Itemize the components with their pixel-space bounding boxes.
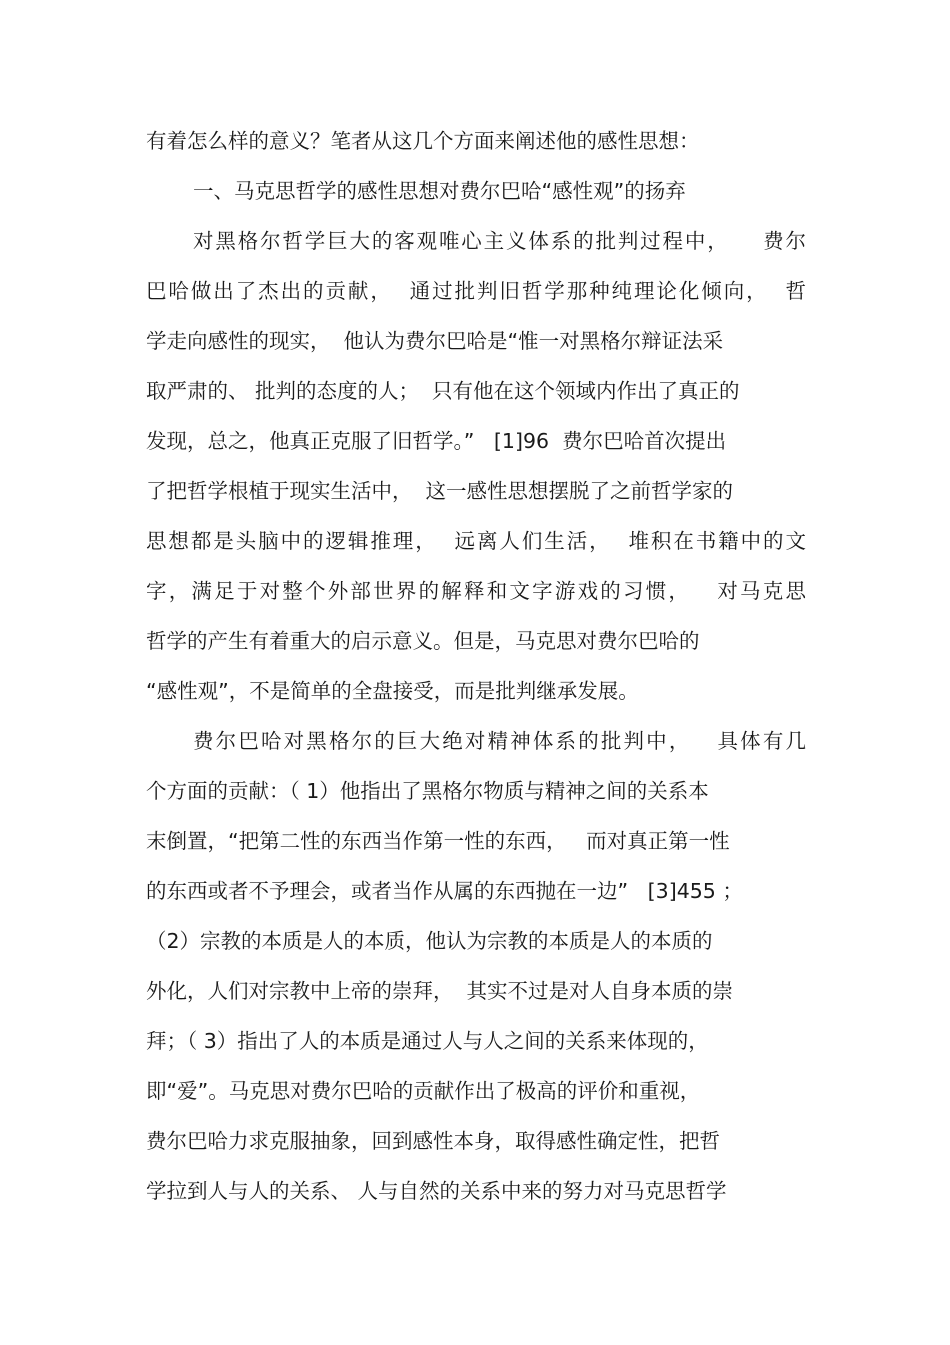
text-line: 的东西或者不予理会，或者当作从属的东西抛在一边” [3]455 ； xyxy=(146,879,743,903)
text-line: （2）宗教的本质是人的本质，他认为宗教的本质是人的本质的 xyxy=(146,929,713,953)
text-line: 对黑格尔哲学巨大的客观唯心主义体系的批判过程中， 费尔 xyxy=(193,229,806,253)
section-heading: 一、马克思哲学的感性思想对费尔巴哈“感性观”的扬弃 xyxy=(193,179,686,203)
text-line: 巴哈做出了杰出的贡献， 通过批判旧哲学那种纯理论化倾向， 哲 xyxy=(146,279,806,303)
text-line: 学拉到人与人的关系、 人与自然的关系中来的努力对马克思哲学 xyxy=(146,1179,727,1203)
text-line: 末倒置，“把第二性的东西当作第一性的东西， 而对真正第一性 xyxy=(146,829,730,853)
text-line: 有着怎么样的意义？笔者从这几个方面来阐述他的感性思想： xyxy=(146,129,700,153)
text-line: 字，满足于对整个外部世界的解释和文字游戏的习惯， 对马克思 xyxy=(146,579,806,603)
text-line: 费尔巴哈力求克服抽象，回到感性本身，取得感性确定性，把哲 xyxy=(146,1129,720,1153)
text-line: 费尔巴哈对黑格尔的巨大绝对精神体系的批判中， 具体有几 xyxy=(193,729,806,753)
text-line: 了把哲学根植于现实生活中， 这一感性思想摆脱了之前哲学家的 xyxy=(146,479,734,503)
text-line: 拜；（ 3）指出了人的本质是通过人与人之间的关系来体现的， xyxy=(146,1029,709,1053)
text-line: 发现，总之，他真正克服了旧哲学。” [1]96 费尔巴哈首次提出 xyxy=(146,429,727,453)
text-line: 学走向感性的现实， 他认为费尔巴哈是“惟一对黑格尔辩证法采 xyxy=(146,329,724,353)
text-line: 思想都是头脑中的逻辑推理， 远离人们生活， 堆积在书籍中的文 xyxy=(146,529,806,553)
text-line: 个方面的贡献：（ 1）他指出了黑格尔物质与精神之间的关系本 xyxy=(146,779,709,803)
text-line: 哲学的产生有着重大的启示意义。但是，马克思对费尔巴哈的 xyxy=(146,629,700,653)
text-line: “感性观”，不是简单的全盘接受，而是批判继承发展。 xyxy=(146,679,639,703)
text-line: 取严肃的、 批判的态度的人； 只有他在这个领域内作出了真正的 xyxy=(146,379,740,403)
text-line: 外化，人们对宗教中上帝的崇拜， 其实不过是对人自身本质的崇 xyxy=(146,979,734,1003)
text-line: 即“爱”。马克思对费尔巴哈的贡献作出了极高的评价和重视， xyxy=(146,1079,701,1103)
